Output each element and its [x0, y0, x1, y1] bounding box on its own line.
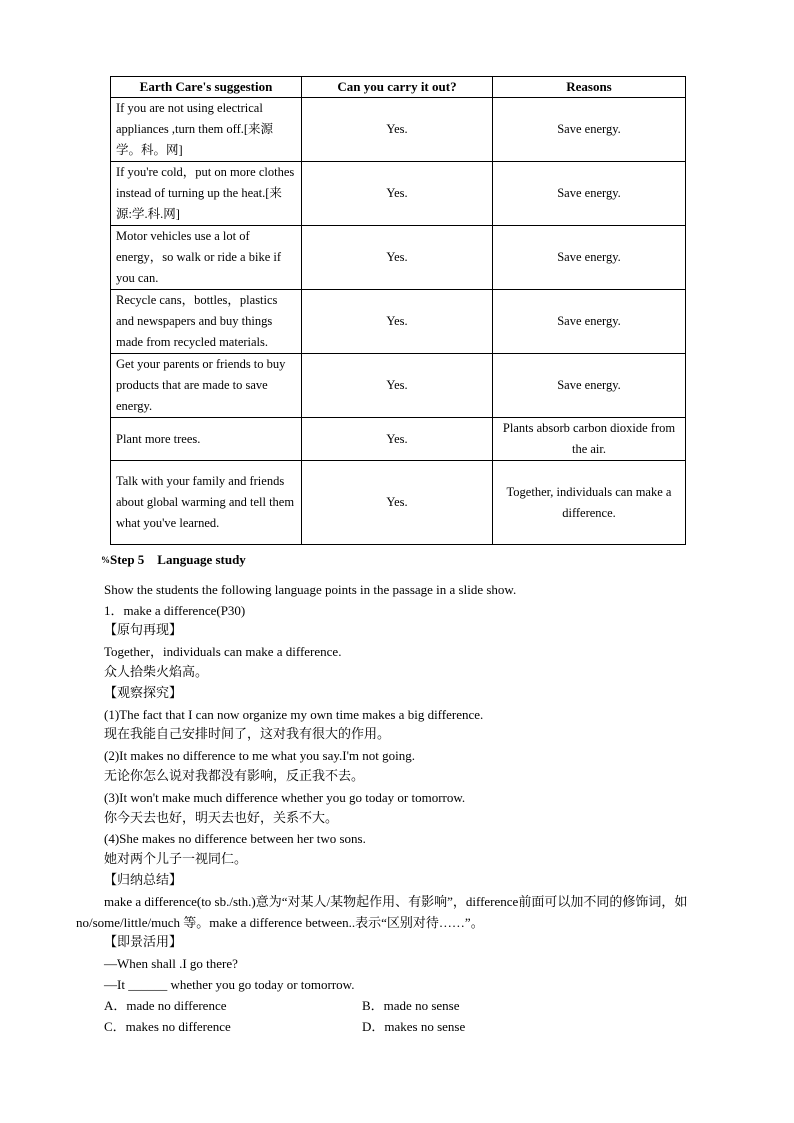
options-row-2: [104, 1017, 736, 1038]
suggestion-cell: If you are not using electrical appliances ,turn them off.[来源学。科。网]: [111, 98, 302, 162]
question-line-2: —It ______ whether you go today or tomorrow.: [104, 976, 355, 992]
answer-cell: Yes.: [302, 354, 493, 418]
heading-original-sentence: 【原句再现】: [104, 623, 183, 639]
answer-cell: Yes.: [302, 162, 493, 226]
reason-cell: Save energy.: [493, 162, 686, 226]
step5-title: Step 5 Language study: [110, 552, 246, 567]
answer-cell: Yes.: [302, 226, 493, 290]
question-line-1: —When shall .I go there?: [104, 956, 238, 972]
options-row-1: [104, 996, 736, 1017]
example-zh: 她对两个儿子一视同仁。: [104, 852, 248, 868]
option-d: D．makes no sense: [362, 1018, 466, 1034]
header-carry-out: Can you carry it out?: [302, 77, 493, 98]
table-row: [111, 418, 686, 461]
reason-cell: Save energy.: [493, 354, 686, 418]
example-zh: 现在我能自己安排时间了，这对我有很大的作用。: [104, 727, 391, 743]
option-a: A．made no difference: [104, 997, 227, 1013]
reason-cell: Save energy.: [493, 98, 686, 162]
original-sentence-en: Together，individuals can make a difference.: [104, 644, 342, 660]
option-b: B．made no sense: [362, 997, 460, 1013]
intro-text: Show the students the following language points in the passage in a slide show.: [104, 581, 517, 597]
example-en: (3)It won't make much difference whether you go today or tomorrow.: [104, 789, 466, 805]
heading-practice: 【即景活用】: [104, 935, 183, 951]
table-row: [111, 290, 686, 354]
table-row: [111, 226, 686, 290]
language-point-1: 1．make a difference(P30): [104, 602, 246, 618]
option-c: C．makes no difference: [104, 1018, 231, 1034]
suggestion-cell: Talk with your family and friends about global warming and tell them what you've learned.: [111, 461, 302, 545]
suggestion-cell: Get your parents or friends to buy products that are made to save energy.: [111, 354, 302, 418]
heading-summary: 【归纳总结】: [104, 872, 183, 888]
table-row: [111, 98, 686, 162]
header-reasons: Reasons: [493, 77, 686, 98]
reason-cell: Together, individuals can make a difference.: [493, 461, 686, 545]
example-en: (1)The fact that I can now organize my own time makes a big difference.: [104, 706, 484, 722]
suggestion-table: [110, 76, 686, 545]
reason-cell: Plants absorb carbon dioxide from the air.: [493, 418, 686, 461]
reason-cell: Save energy.: [493, 290, 686, 354]
table-row: [111, 461, 686, 545]
answer-cell: Yes.: [302, 98, 493, 162]
example-en: (2)It makes no difference to me what you say.I'm not going.: [104, 748, 416, 764]
table-row: [111, 162, 686, 226]
language-study-section: [76, 550, 736, 1037]
suggestion-cell: If you're cold，put on more clothes instead of turning up the heat.[来源:学.科.网]: [111, 162, 302, 226]
answer-cell: Yes.: [302, 290, 493, 354]
answer-cell: Yes.: [302, 418, 493, 461]
suggestion-cell: Plant more trees.: [111, 418, 302, 461]
answer-cell: Yes.: [302, 461, 493, 545]
suggestion-cell: Recycle cans，bottles，plastics and newspapers and buy things made from recycled materials.: [111, 290, 302, 354]
example-en: (4)She makes no difference between her two sons.: [104, 831, 366, 847]
table-header-row: [111, 77, 686, 98]
heading-observe: 【观察探究】: [104, 685, 183, 701]
summary-paragraph: make a difference(to sb./sth.)意为“对某人/某物起作用、有影响”，difference前面可以加不同的修饰词，如no/some/little/much 等。make a difference between..表示“区别对待……”。: [76, 893, 688, 930]
step5-mark: %: [101, 555, 110, 565]
example-zh: 你今天去也好，明天去也好，关系不大。: [104, 810, 339, 826]
example-zh: 无论你怎么说对我都没有影响，反正我不去。: [104, 768, 365, 784]
original-sentence-zh: 众人拾柴火焰高。: [104, 664, 209, 680]
reason-cell: Save energy.: [493, 226, 686, 290]
header-suggestion: Earth Care's suggestion: [111, 77, 302, 98]
suggestion-cell: Motor vehicles use a lot of energy，so walk or ride a bike if you can.: [111, 226, 302, 290]
step5-heading: [101, 550, 736, 571]
table-row: [111, 354, 686, 418]
